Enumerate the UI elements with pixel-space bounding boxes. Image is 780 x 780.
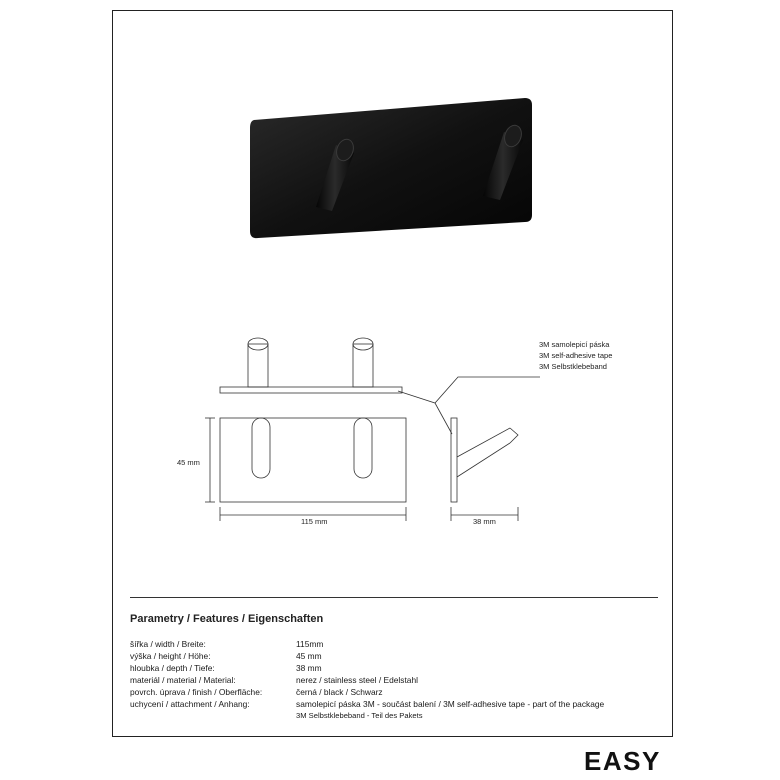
product-photo [240, 90, 540, 250]
spec-label: šířka / width / Breite: [130, 639, 206, 649]
spec-value: černá / black / Schwarz [296, 687, 383, 697]
spec-row-attachment-continued [130, 710, 660, 722]
spec-row-depth [130, 662, 660, 674]
technical-drawing [160, 325, 640, 545]
side-view-drawing [451, 418, 518, 502]
spec-value: samolepicí páska 3M - součást balení / 3M self-adhesive tape - part of the package [296, 699, 605, 709]
spec-label: materiál / material / Material: [130, 675, 236, 685]
hook-plate [250, 98, 532, 238]
spec-row-height [130, 650, 660, 662]
spec-row-width [130, 638, 660, 650]
features-divider [130, 597, 658, 598]
spec-value: 38 mm [296, 663, 322, 673]
spec-label: výška / height / Höhe: [130, 651, 211, 661]
spec-label: uchycení / attachment / Anhang: [130, 699, 250, 709]
spec-row-attachment [130, 698, 660, 710]
tape-label-en: 3M self-adhesive tape [539, 351, 613, 360]
tape-label-de: 3M Selbstklebeband [539, 362, 607, 371]
spec-row-finish [130, 686, 660, 698]
spec-value: 45 mm [296, 651, 322, 661]
spec-row-material [130, 674, 660, 686]
spec-label: hloubka / depth / Tiefe: [130, 663, 215, 673]
spec-value: 3M Selbstklebeband - Teil des Pakets [296, 711, 423, 720]
width-dimension-label: 115 mm [301, 517, 328, 526]
tape-label-cs: 3M samolepicí páska [539, 340, 610, 349]
front-view-drawing [220, 418, 406, 502]
spec-table [130, 638, 660, 722]
features-title: Parametry / Features / Eigenschaften [130, 613, 324, 625]
depth-dimension-label: 38 mm [473, 517, 496, 526]
top-view-drawing [220, 338, 402, 393]
height-dimension-label: 45 mm [177, 458, 200, 467]
brand-logo: EASY [584, 746, 661, 776]
spec-value: 115mm [296, 639, 324, 649]
spec-value: nerez / stainless steel / Edelstahl [296, 675, 418, 685]
spec-label: povrch. úprava / finish / Oberfläche: [130, 687, 263, 697]
